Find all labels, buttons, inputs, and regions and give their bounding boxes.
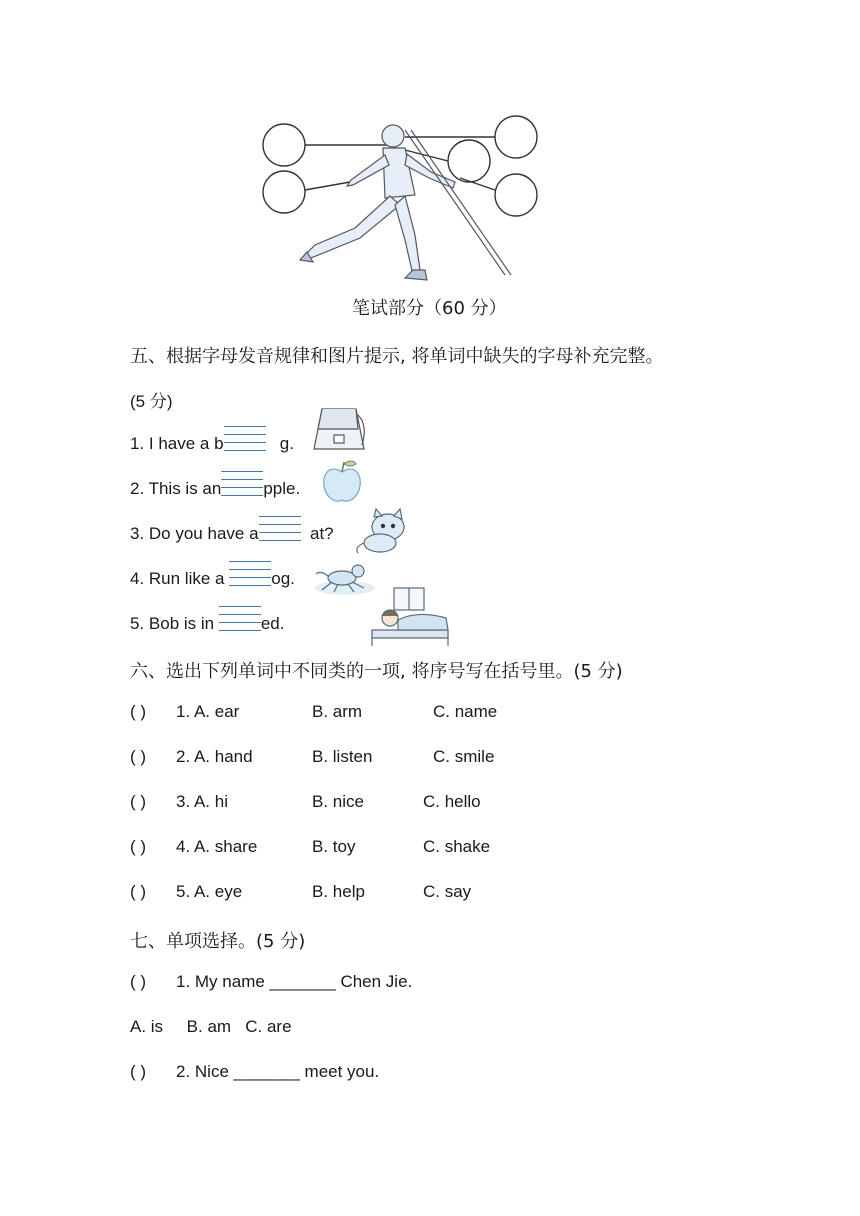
part5-item-3-ending: at? [309, 524, 334, 543]
part6-item-1-option-b: B. arm [312, 702, 363, 721]
part5-score: (5 分) [130, 392, 173, 411]
written-section-title: 笔试部分（60 分） [352, 298, 507, 319]
part6-instruction: 六、选出下列单词中不同类的一项, 将序号写在括号里。(5 分) [130, 661, 623, 682]
writing-blank[interactable] [221, 477, 263, 497]
part5-instruction: 五、根据字母发音规律和图片提示, 将单词中缺失的字母补充完整。 [130, 346, 664, 367]
part5-item-3 [130, 522, 334, 544]
part6-answer-bracket-2[interactable]: ( ) [130, 747, 147, 766]
part5-item-1-text: 1. I have a b [130, 434, 224, 453]
part7-answer-bracket-2[interactable]: ( ) [130, 1062, 147, 1081]
part5-item-2-text: 2. This is an [130, 479, 222, 498]
part5-item-4-ending: og. [271, 569, 295, 588]
part6-item-3-option-c: C. hello [423, 792, 481, 811]
part6-item-3-stem: 3. A. hi [176, 792, 228, 811]
part5-item-2-ending: pple. [263, 479, 301, 498]
part6-item-2-option-b: B. listen [312, 747, 373, 766]
writing-blank[interactable] [219, 612, 261, 632]
label-circle-right-middle [448, 140, 490, 182]
part7-answer-bracket-1[interactable]: ( ) [130, 972, 147, 991]
part6-item-5-option-b: B. help [312, 882, 365, 901]
part6-item-1-stem: 1. A. ear [176, 702, 240, 721]
part5-item-4 [130, 567, 295, 589]
part5-item-4-text: 4. Run like a [130, 569, 225, 588]
part6-item-1-option-c: C. name [433, 702, 498, 721]
label-circle-right-bottom [495, 174, 537, 216]
part6-item-3-option-b: B. nice [312, 792, 364, 811]
part6-answer-bracket-5[interactable]: ( ) [130, 882, 147, 901]
part6-item-5-option-c: C. say [423, 882, 472, 901]
boy-in-bed-icon [368, 586, 452, 648]
part5-item-1-ending: g. [279, 434, 294, 453]
label-circle-left-top [263, 124, 305, 166]
part6-item-4-option-b: B. toy [312, 837, 356, 856]
part6-item-2-stem: 2. A. hand [176, 747, 253, 766]
part5-item-3-text: 3. Do you have a [130, 524, 259, 543]
part7-question-1-options: A. is B. am C. are [130, 1017, 292, 1036]
part7-instruction: 七、单项选择。(5 分) [130, 931, 306, 952]
part6-item-4-option-c: C. shake [423, 837, 491, 856]
apple-icon [320, 458, 364, 506]
part5-item-2 [130, 477, 300, 499]
part6-item-4-stem: 4. A. share [176, 837, 258, 856]
part5-item-5-text: 5. Bob is in [130, 614, 215, 633]
schoolbag-icon [308, 405, 370, 453]
part5-item-5 [130, 612, 284, 634]
writing-blank[interactable] [224, 432, 266, 452]
cat-icon [352, 505, 410, 555]
part6-answer-bracket-4[interactable]: ( ) [130, 837, 147, 856]
label-circle-left-bottom [263, 171, 305, 213]
part7-question-2: 2. Nice _______ meet you. [176, 1062, 380, 1081]
part5-item-1 [130, 432, 294, 454]
writing-blank[interactable] [229, 567, 271, 587]
part6-answer-bracket-3[interactable]: ( ) [130, 792, 147, 811]
body-parts-labeling-figure [255, 110, 545, 285]
label-circle-right-top [495, 116, 537, 158]
part5-item-5-ending: ed. [260, 614, 285, 633]
part6-answer-bracket-1[interactable]: ( ) [130, 702, 147, 721]
writing-blank[interactable] [259, 522, 301, 542]
part7-question-1: 1. My name _______ Chen Jie. [176, 972, 413, 991]
part6-item-5-stem: 5. A. eye [176, 882, 243, 901]
part6-item-2-option-c: C. smile [433, 747, 495, 766]
